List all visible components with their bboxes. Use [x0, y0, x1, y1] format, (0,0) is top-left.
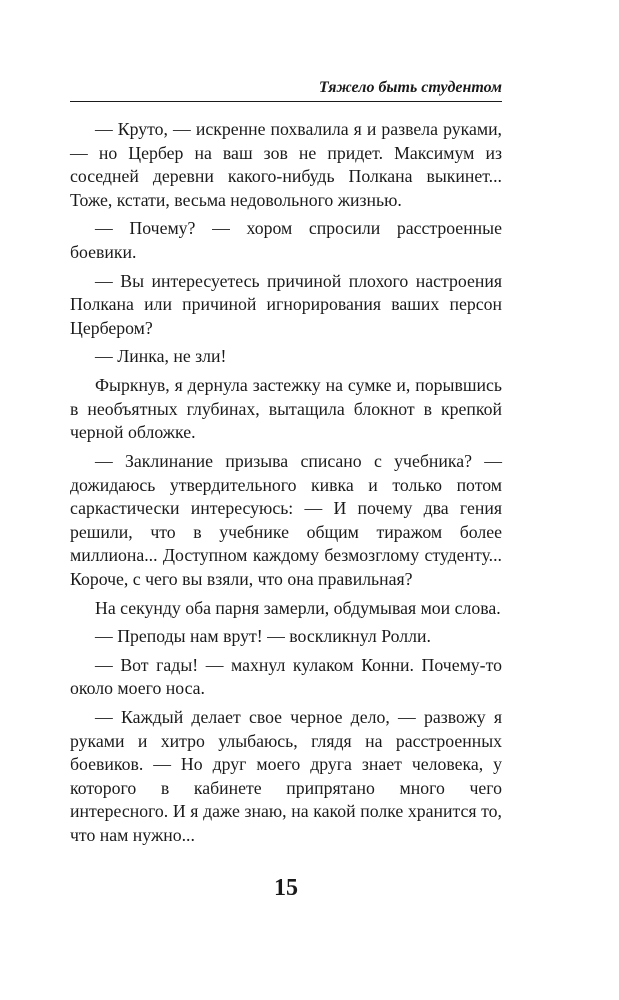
- running-head: Тяжело быть студентом: [318, 79, 502, 96]
- paragraph: — Заклинание призыва списано с учебника? — дожидаюсь утвердительного кивка и только потом саркастически интересуюсь: — И почему два гения решили, что в учебнике общим тиражом более миллиона... Доступном каждому безмозглому студенту... Короче, с чего вы взяли, что она правильная?: [70, 450, 502, 589]
- paragraph: — Вы интересуетесь причиной плохого настроения Полкана или причиной игнорирования ваших персон Цербером?: [70, 270, 502, 338]
- page-number: 15: [274, 875, 298, 901]
- paragraph: — Круто, — искренне похвалила я и развела руками, — но Цербер на ваш зов не придет. Максимум из соседней деревни какого-нибудь Полкана выкинет... Тоже, кстати, весьма недовольного жизнью.: [70, 119, 502, 210]
- paragraph: — Линка, не зли!: [95, 346, 227, 367]
- paragraph: — Почему? — хором спросили расстроенные боевики.: [70, 218, 502, 263]
- paragraph: — Вот гады! — махнул кулаком Конни. Почему-то около моего носа.: [70, 654, 502, 699]
- paragraph: — Каждый делает свое черное дело, — развожу я руками и хитро улыбаюсь, глядя на расстроенных боевиков. — Но друг моего друга знает человека, у которого в кабинете припрятано много чего интересного. И я даже знаю, на какой полке хранится то, что нам нужно...: [70, 707, 502, 846]
- paragraph: — Преподы нам врут! — воскликнул Ролли.: [95, 626, 431, 647]
- body-text: [70, 118, 502, 848]
- paragraph: Фыркнув, я дернула застежку на сумке и, порывшись в необъятных глубинах, вытащила блокнот в крепкой черной обложке.: [70, 375, 502, 443]
- paragraph: На секунду оба парня замерли, обдумывая мои слова.: [95, 597, 501, 618]
- header-rule: [70, 101, 502, 102]
